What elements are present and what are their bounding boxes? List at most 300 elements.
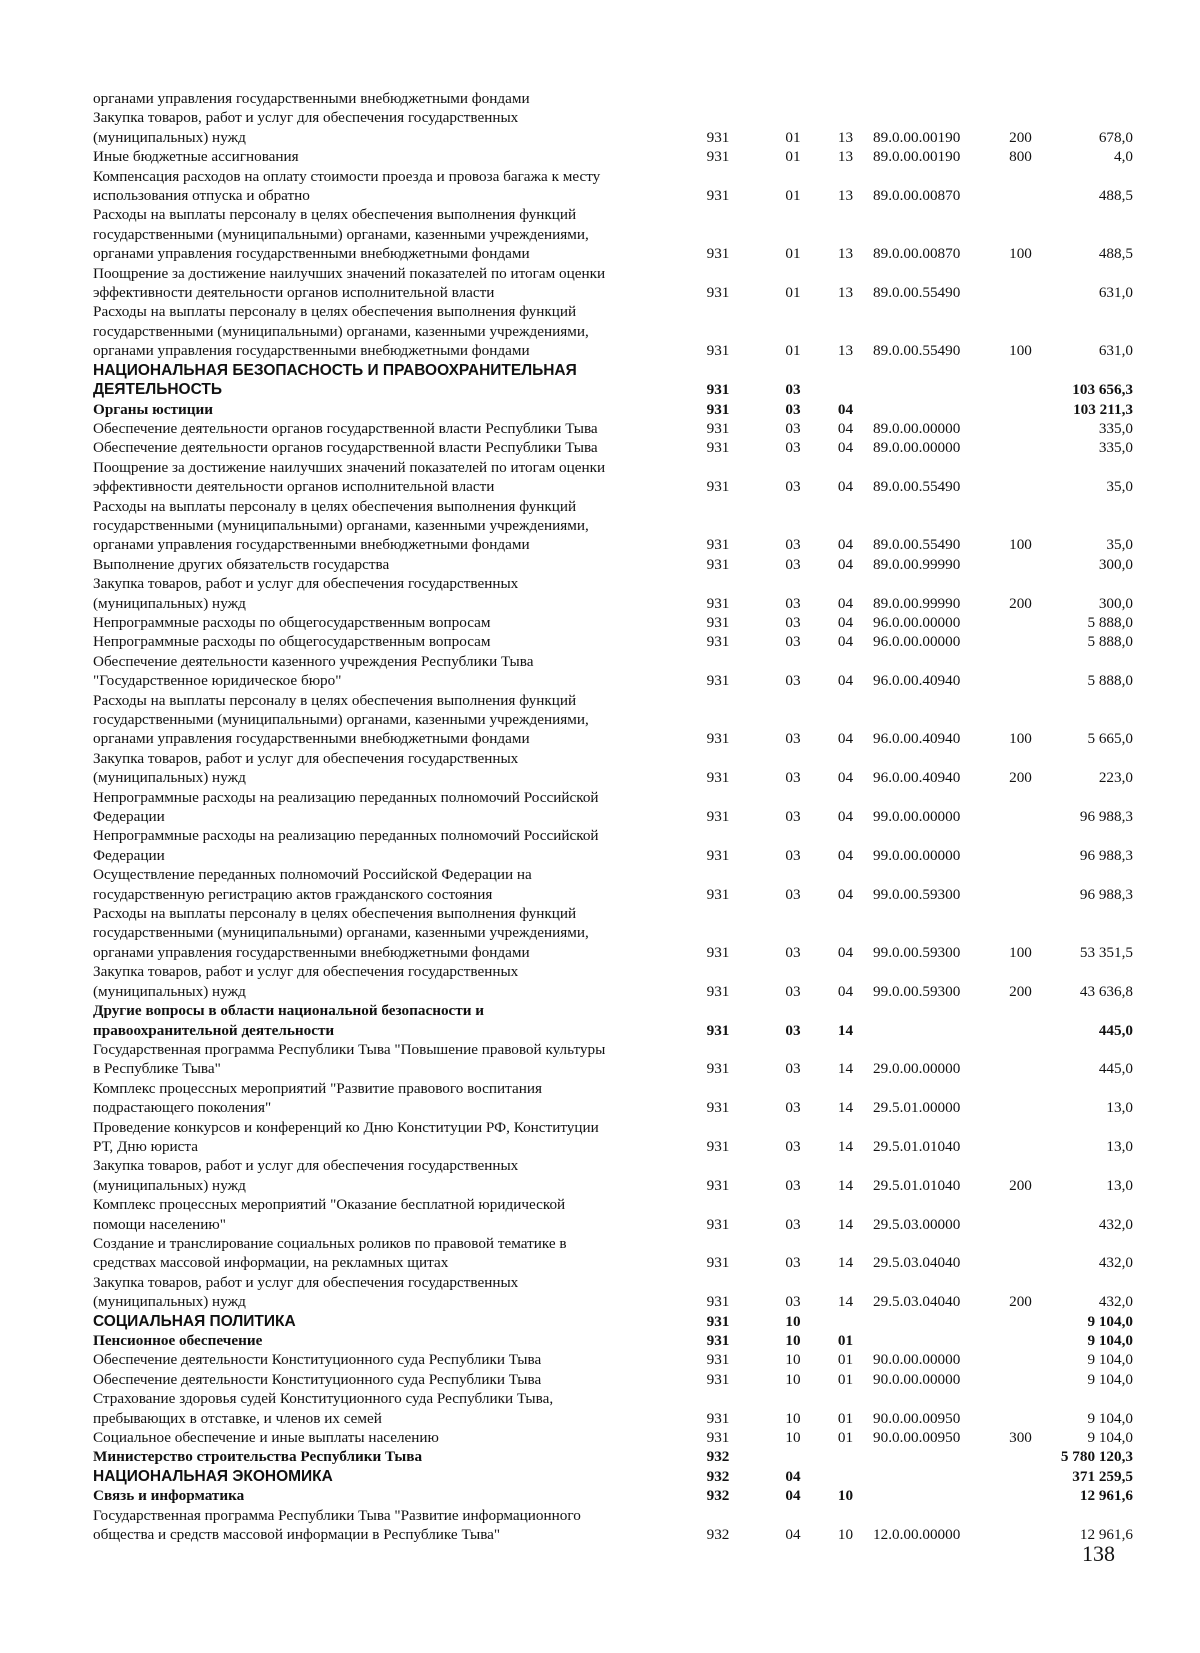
- row-expense-type: [993, 1467, 1048, 1486]
- table-row: [93, 613, 1133, 632]
- row-target-article: 89.0.00.55490: [873, 478, 961, 496]
- row-grbs-code: 931: [706, 536, 730, 554]
- row-expense-type: [993, 1389, 1048, 1428]
- row-section-code: 03: [785, 808, 801, 826]
- row-section-code: 03: [785, 943, 801, 961]
- row-grbs-code: 931: [706, 284, 730, 302]
- row-target-article: 89.0.00.55490: [873, 342, 961, 360]
- row-expense-type: [993, 788, 1048, 827]
- row-subsection-code: 04: [837, 400, 854, 418]
- page-number: 138: [1082, 1541, 1115, 1566]
- row-grbs-code: 931: [706, 1293, 730, 1311]
- row-amount: 5 780 120,3: [1060, 1448, 1133, 1466]
- table-row: [93, 1350, 1133, 1369]
- row-grbs-code: 931: [706, 613, 730, 631]
- row-grbs-code: 931: [706, 1099, 730, 1117]
- row-expense-type: [993, 555, 1048, 574]
- table-row: [93, 1195, 1133, 1234]
- row-name: Министерство строительства Республики Тыва: [93, 1448, 423, 1466]
- row-subsection-code: 04: [837, 439, 854, 457]
- row-target-article: 89.0.00.55490: [873, 536, 961, 554]
- row-target-article: 96.0.00.40940: [873, 672, 961, 690]
- row-target-article: [873, 1001, 993, 1040]
- row-section-code: [768, 89, 818, 108]
- row-expense-type: [993, 865, 1048, 904]
- row-amount: 371 259,5: [1072, 1467, 1133, 1485]
- row-section-code: 03: [785, 846, 801, 864]
- row-grbs-code: 931: [706, 478, 730, 496]
- row-name: Поощрение за достижение наилучших значений показателей по итогам оценки эффективности деятельности органов исполнительной власти: [93, 458, 606, 496]
- row-expense-type: [993, 264, 1048, 303]
- table-row: [93, 497, 1133, 555]
- row-grbs-code: 931: [706, 730, 730, 748]
- row-section-code: 10: [785, 1429, 801, 1447]
- row-name: Обеспечение деятельности Конституционного суда Республики Тыва: [93, 1351, 542, 1369]
- row-subsection-code: 04: [837, 633, 854, 651]
- table-row: [93, 962, 1133, 1001]
- row-expense-type: [993, 613, 1048, 632]
- row-section-code: 03: [785, 1176, 801, 1194]
- row-expense-type: [993, 419, 1048, 438]
- row-subsection-code: 14: [837, 1176, 854, 1194]
- row-name: НАЦИОНАЛЬНАЯ БЕЗОПАСНОСТЬ И ПРАВООХРАНИТЕЛЬНАЯ ДЕЯТЕЛЬНОСТЬ: [93, 361, 577, 399]
- row-target-article: 29.5.01.01040: [873, 1176, 961, 1194]
- row-name: Непрограммные расходы на реализацию переданных полномочий Российской Федерации: [93, 788, 599, 826]
- row-grbs-code: 931: [706, 1429, 730, 1447]
- table-row: [93, 574, 1133, 613]
- row-name: Создание и транслирование социальных роликов по правовой тематике в средствах массовой информации, на рекламных щитах: [93, 1234, 567, 1272]
- table-row: [93, 788, 1133, 827]
- row-grbs-code: 931: [706, 1332, 730, 1349]
- row-grbs-code: 932: [706, 1487, 730, 1505]
- row-target-article: [873, 1467, 993, 1486]
- row-subsection-code: 04: [837, 594, 854, 612]
- row-name: Поощрение за достижение наилучших значений показателей по итогам оценки эффективности деятельности органов исполнительной власти: [93, 264, 606, 302]
- row-subsection-code: 14: [837, 1293, 854, 1311]
- table-row: [93, 1370, 1133, 1389]
- row-grbs-code: 931: [706, 982, 730, 1000]
- row-target-article: 89.0.00.00000: [873, 439, 961, 457]
- row-grbs-code: 931: [706, 1312, 730, 1330]
- row-expense-type: [993, 1370, 1048, 1389]
- row-name: Непрограммные расходы на реализацию переданных полномочий Российской Федерации: [93, 827, 599, 864]
- row-expense-type: [993, 652, 1048, 691]
- row-section-code: 03: [785, 633, 801, 651]
- row-grbs-code: 931: [706, 1137, 730, 1155]
- row-section-code: 04: [785, 1526, 801, 1544]
- row-expense-type: [993, 1118, 1048, 1157]
- row-expense-type: 100: [1009, 943, 1032, 961]
- row-target-article: 89.0.00.00190: [873, 148, 961, 166]
- row-amount: [1048, 89, 1133, 108]
- row-target-article: 89.0.00.00870: [873, 187, 961, 205]
- row-amount: 9 104,0: [1087, 1332, 1133, 1349]
- table-row: [93, 1331, 1133, 1350]
- row-target-article: [873, 361, 993, 400]
- row-subsection-code: 01: [837, 1429, 854, 1447]
- row-expense-type: [993, 400, 1048, 419]
- table-row: [93, 1389, 1133, 1428]
- row-expense-type: [993, 1350, 1048, 1369]
- row-amount: 96 988,3: [1079, 808, 1133, 826]
- row-target-article: [873, 89, 993, 108]
- row-target-article: 96.0.00.00000: [873, 613, 961, 631]
- row-section-code: 03: [785, 1099, 801, 1117]
- row-grbs-code: 931: [706, 1409, 730, 1427]
- row-grbs-code: 931: [706, 1215, 730, 1233]
- table-row: [93, 1312, 1133, 1331]
- row-section-code: 01: [785, 245, 801, 263]
- row-target-article: 29.5.03.04040: [873, 1293, 961, 1311]
- row-expense-type: [993, 167, 1048, 206]
- row-expense-type: [993, 1079, 1048, 1118]
- row-target-article: 89.0.00.55490: [873, 284, 961, 302]
- row-name: Закупка товаров, работ и услуг для обеспечения государственных (муниципальных) нужд: [93, 963, 519, 1000]
- row-target-article: [873, 1331, 993, 1350]
- row-amount: 488,5: [1098, 245, 1133, 263]
- row-name: Проведение конкурсов и конференций ко Дню Конституции РФ, Конституции РТ, Дню юриста: [93, 1118, 599, 1155]
- row-grbs-code: 931: [706, 439, 730, 457]
- row-section-code: 01: [785, 284, 801, 302]
- row-grbs-code: 931: [706, 808, 730, 826]
- row-target-article: 29.0.00.00000: [873, 1060, 961, 1078]
- row-section-code: 03: [785, 672, 801, 690]
- row-grbs-code: 931: [706, 672, 730, 690]
- row-subsection-code: 01: [837, 1332, 854, 1349]
- row-subsection-code: [818, 1312, 873, 1331]
- row-name: Обеспечение деятельности казенного учреждения Республики Тыва "Государственное юридическое бюро": [93, 652, 534, 690]
- row-section-code: 03: [785, 613, 801, 631]
- table-row: [93, 691, 1133, 749]
- table-row: [93, 1506, 1133, 1545]
- row-subsection-code: [818, 1447, 873, 1466]
- row-amount: 300,0: [1098, 594, 1133, 612]
- row-grbs-code: 932: [706, 1448, 730, 1466]
- row-amount: 9 104,0: [1087, 1429, 1133, 1447]
- row-section-code: 04: [785, 1487, 801, 1505]
- row-expense-type: [993, 1040, 1048, 1079]
- row-grbs-code: 931: [706, 187, 730, 205]
- row-amount: 43 636,8: [1079, 982, 1133, 1000]
- row-amount: 53 351,5: [1079, 943, 1133, 961]
- row-expense-type: [993, 1506, 1048, 1545]
- table-row: [93, 1118, 1133, 1157]
- table-row: [93, 89, 1133, 108]
- row-section-code: 03: [785, 1137, 801, 1155]
- row-amount: 300,0: [1098, 555, 1133, 573]
- row-subsection-code: 04: [837, 808, 854, 826]
- row-name: Закупка товаров, работ и услуг для обеспечения государственных (муниципальных) нужд: [93, 1157, 519, 1194]
- row-expense-type: 100: [1009, 730, 1032, 748]
- row-name: Непрограммные расходы по общегосударственным вопросам: [93, 613, 491, 631]
- row-section-code: 03: [785, 594, 801, 612]
- row-expense-type: 200: [1009, 769, 1032, 787]
- row-target-article: 99.0.00.59300: [873, 943, 961, 961]
- row-grbs-code: 931: [706, 1351, 730, 1369]
- row-name: Компенсация расходов на оплату стоимости проезда и провоза багажа к месту использования отпуска и обратно: [93, 167, 601, 205]
- row-target-article: [873, 1312, 993, 1331]
- table-row: [93, 167, 1133, 206]
- table-row: [93, 1428, 1133, 1447]
- table-row: [93, 555, 1133, 574]
- row-name: Закупка товаров, работ и услуг для обеспечения государственных (муниципальных) нужд: [93, 575, 519, 612]
- row-target-article: 89.0.00.00000: [873, 419, 961, 437]
- row-grbs-code: 931: [706, 885, 730, 903]
- row-amount: 432,0: [1098, 1254, 1133, 1272]
- table-row: [93, 1467, 1133, 1486]
- row-grbs-code: 931: [706, 419, 730, 437]
- row-expense-type: [993, 1312, 1048, 1331]
- row-name: Другие вопросы в области национальной безопасности и правоохранительной деятельности: [93, 1002, 485, 1039]
- row-subsection-code: 13: [837, 342, 854, 360]
- row-amount: 445,0: [1098, 1060, 1133, 1078]
- row-name: Расходы на выплаты персоналу в целях обеспечения выполнения функций государственными (муниципальными) органами, казенными учреждениями, органами управления государственными внебюджетными фондами: [93, 691, 589, 748]
- row-amount: 12 961,6: [1079, 1487, 1133, 1505]
- row-grbs-code: 931: [706, 1176, 730, 1194]
- row-section-code: 03: [785, 982, 801, 1000]
- row-subsection-code: 10: [837, 1487, 854, 1505]
- row-amount: 488,5: [1098, 187, 1133, 205]
- table-row: [93, 865, 1133, 904]
- row-expense-type: 200: [1009, 594, 1032, 612]
- table-row: [93, 264, 1133, 303]
- row-section-code: 03: [785, 1215, 801, 1233]
- row-expense-type: [993, 1195, 1048, 1234]
- row-name: Государственная программа Республики Тыва "Развитие информационного общества и средств массовой информации в Республике Тыва": [93, 1506, 581, 1544]
- row-subsection-code: 04: [837, 536, 854, 554]
- row-grbs-code: 931: [706, 148, 730, 166]
- table-row: [93, 904, 1133, 962]
- row-section-code: 03: [785, 419, 801, 437]
- row-subsection-code: 13: [837, 187, 854, 205]
- row-subsection-code: 14: [837, 1060, 854, 1078]
- row-target-article: 29.5.03.00000: [873, 1215, 961, 1233]
- row-amount: 9 104,0: [1087, 1312, 1133, 1330]
- row-subsection-code: 13: [837, 128, 854, 146]
- row-subsection-code: 04: [837, 846, 854, 864]
- row-subsection-code: 10: [837, 1526, 854, 1544]
- row-amount: 12 961,6: [1079, 1526, 1133, 1544]
- row-amount: 5 888,0: [1087, 633, 1133, 651]
- row-section-code: 03: [785, 769, 801, 787]
- row-name: Выполнение других обязательств государства: [93, 555, 390, 573]
- row-target-article: 90.0.00.00950: [873, 1409, 961, 1427]
- row-expense-type: 100: [1009, 342, 1032, 360]
- row-section-code: 10: [785, 1370, 801, 1388]
- row-target-article: [873, 400, 993, 419]
- row-section-code: 10: [785, 1409, 801, 1427]
- table-row: [93, 438, 1133, 457]
- row-subsection-code: 04: [837, 769, 854, 787]
- row-target-article: 90.0.00.00000: [873, 1370, 961, 1388]
- row-amount: 4,0: [1114, 148, 1133, 166]
- row-subsection-code: 01: [837, 1351, 854, 1369]
- row-subsection-code: [818, 361, 873, 400]
- row-grbs-code: 931: [706, 594, 730, 612]
- row-target-article: 89.0.00.00870: [873, 245, 961, 263]
- row-grbs-code: 932: [706, 1467, 730, 1485]
- row-target-article: 99.0.00.59300: [873, 885, 961, 903]
- row-name: органами управления государственными внебюджетными фондами: [93, 90, 530, 107]
- row-name: Иные бюджетные ассигнования: [93, 148, 299, 166]
- row-subsection-code: 04: [837, 885, 854, 903]
- row-name: Обеспечение деятельности органов государственной власти Республики Тыва: [93, 419, 598, 437]
- row-subsection-code: 04: [837, 478, 854, 496]
- row-section-code: 03: [785, 1060, 801, 1078]
- row-amount: 5 888,0: [1087, 672, 1133, 690]
- row-grbs-code: 931: [706, 769, 730, 787]
- table-row: [93, 419, 1133, 438]
- row-subsection-code: 14: [837, 1137, 854, 1155]
- row-section-code: 03: [785, 400, 801, 418]
- row-name: Комплекс процессных мероприятий "Оказание бесплатной юридической помощи населению": [93, 1196, 566, 1233]
- row-section-code: 03: [785, 1021, 801, 1039]
- row-amount: 96 988,3: [1079, 846, 1133, 864]
- table-row: [93, 1273, 1133, 1312]
- row-grbs-code: 931: [706, 1254, 730, 1272]
- row-amount: 13,0: [1106, 1099, 1133, 1117]
- row-expense-type: [993, 826, 1048, 865]
- row-target-article: 29.5.01.00000: [873, 1099, 961, 1117]
- row-expense-type: [993, 1486, 1048, 1505]
- row-expense-type: [993, 361, 1048, 400]
- row-grbs-code: 932: [706, 1526, 730, 1544]
- row-expense-type: [993, 1234, 1048, 1273]
- budget-table: [93, 89, 1133, 1544]
- row-amount: 9 104,0: [1087, 1370, 1133, 1388]
- table-row: [93, 1156, 1133, 1195]
- row-subsection-code: 04: [837, 672, 854, 690]
- row-target-article: 89.0.00.00190: [873, 128, 961, 146]
- row-subsection-code: 01: [837, 1370, 854, 1388]
- table-row: [93, 1234, 1133, 1273]
- row-expense-type: [993, 438, 1048, 457]
- row-target-article: 96.0.00.40940: [873, 730, 961, 748]
- row-section-code: 03: [785, 439, 801, 457]
- row-subsection-code: 01: [837, 1409, 854, 1427]
- row-amount: 9 104,0: [1087, 1409, 1133, 1427]
- row-amount: 432,0: [1098, 1293, 1133, 1311]
- row-name: Расходы на выплаты персоналу в целях обеспечения выполнения функций государственными (муниципальными) органами, казенными учреждениями, органами управления государственными внебюджетными фондами: [93, 497, 589, 554]
- table-row: [93, 205, 1133, 263]
- row-section-code: 10: [785, 1312, 801, 1330]
- table-row: [93, 652, 1133, 691]
- budget-document: [93, 89, 1133, 1544]
- table-row: [93, 302, 1133, 360]
- row-name: Расходы на выплаты персоналу в целях обеспечения выполнения функций государственными (муниципальными) органами, казенными учреждениями, органами управления государственными внебюджетными фондами: [93, 905, 589, 961]
- row-grbs-code: 931: [706, 381, 730, 399]
- row-target-article: 99.0.00.00000: [873, 846, 961, 864]
- row-name: Осуществление переданных полномочий Российской Федерации на государственную регистрацию актов гражданского состояния: [93, 866, 532, 903]
- row-subsection-code: 04: [837, 555, 854, 573]
- row-target-article: 12.0.00.00000: [873, 1526, 961, 1544]
- row-name: Органы юстиции: [93, 400, 213, 418]
- row-name: Социальное обеспечение и иные выплаты населению: [93, 1429, 439, 1447]
- row-target-article: 90.0.00.00950: [873, 1429, 961, 1447]
- row-amount: 35,0: [1106, 536, 1133, 554]
- row-name: Закупка товаров, работ и услуг для обеспечения государственных (муниципальных) нужд: [93, 749, 519, 787]
- row-expense-type: 100: [1009, 245, 1032, 263]
- row-expense-type: 800: [1009, 148, 1032, 166]
- row-amount: 631,0: [1098, 284, 1133, 302]
- row-grbs-code: 931: [706, 342, 730, 360]
- row-section-code: 03: [785, 381, 801, 399]
- row-grbs-code: 931: [706, 400, 730, 418]
- row-section-code: 10: [785, 1351, 801, 1369]
- row-amount: 5 888,0: [1087, 613, 1133, 631]
- row-amount: 35,0: [1106, 478, 1133, 496]
- row-name: Обеспечение деятельности органов государственной власти Республики Тыва: [93, 439, 598, 457]
- row-name: Расходы на выплаты персоналу в целях обеспечения выполнения функций государственными (муниципальными) органами, казенными учреждениями, органами управления государственными внебюджетными фондами: [93, 303, 589, 360]
- row-amount: 96 988,3: [1079, 885, 1133, 903]
- table-row: [93, 361, 1133, 400]
- row-section-code: 01: [785, 187, 801, 205]
- row-target-article: [873, 1486, 993, 1505]
- row-amount: 13,0: [1106, 1176, 1133, 1194]
- row-expense-type: 100: [1009, 536, 1032, 554]
- row-subsection-code: 14: [837, 1215, 854, 1233]
- row-amount: 335,0: [1098, 439, 1133, 457]
- row-expense-type: [993, 1447, 1048, 1466]
- budget-table-body: [93, 89, 1133, 1544]
- table-row: [93, 108, 1133, 147]
- row-grbs-code: 931: [706, 1060, 730, 1078]
- table-row: [93, 749, 1133, 788]
- row-section-code: 01: [785, 148, 801, 166]
- row-section-code: 03: [785, 555, 801, 573]
- row-subsection-code: [818, 1467, 873, 1486]
- table-row: [93, 400, 1133, 419]
- table-row: [93, 1447, 1133, 1466]
- row-section-code: 03: [785, 536, 801, 554]
- row-section-code: 03: [785, 730, 801, 748]
- row-name: НАЦИОНАЛЬНАЯ ЭКОНОМИКА: [93, 1467, 333, 1485]
- row-subsection-code: 04: [837, 730, 854, 748]
- row-target-article: 96.0.00.40940: [873, 769, 961, 787]
- table-row: [93, 458, 1133, 497]
- row-amount: 5 665,0: [1087, 730, 1133, 748]
- row-subsection-code: 04: [837, 943, 854, 961]
- row-amount: 335,0: [1098, 419, 1133, 437]
- row-subsection-code: 14: [837, 1254, 854, 1272]
- row-section-code: 04: [785, 1467, 801, 1485]
- row-name: Страхование здоровья судей Конституционного суда Республики Тыва, пребывающих в отставке, и членов их семей: [93, 1390, 554, 1427]
- row-amount: 445,0: [1098, 1021, 1133, 1039]
- row-target-article: 29.5.01.01040: [873, 1137, 961, 1155]
- row-expense-type: [993, 1001, 1048, 1040]
- row-name: Государственная программа Республики Тыва "Повышение правовой культуры в Республике Тыва": [93, 1040, 606, 1078]
- row-grbs-code: 931: [706, 633, 730, 651]
- row-name: Комплекс процессных мероприятий "Развитие правового воспитания подрастающего поколения": [93, 1079, 542, 1117]
- row-grbs-code: 931: [706, 1021, 730, 1039]
- row-section-code: [768, 1447, 818, 1466]
- row-subsection-code: 14: [837, 1021, 854, 1039]
- row-target-article: 89.0.00.99990: [873, 555, 961, 573]
- row-subsection-code: [818, 89, 873, 108]
- row-amount: 9 104,0: [1087, 1351, 1133, 1369]
- table-row: [93, 1486, 1133, 1505]
- row-target-article: 99.0.00.59300: [873, 982, 961, 1000]
- row-section-code: 01: [785, 128, 801, 146]
- row-name: Закупка товаров, работ и услуг для обеспечения государственных (муниципальных) нужд: [93, 109, 519, 146]
- row-target-article: 90.0.00.00000: [873, 1351, 961, 1369]
- row-grbs-code: 931: [706, 128, 730, 146]
- row-expense-type: 200: [1009, 1176, 1032, 1194]
- table-row: [93, 1001, 1133, 1040]
- row-name: Обеспечение деятельности Конституционного суда Республики Тыва: [93, 1370, 542, 1388]
- row-expense-type: 200: [1009, 1293, 1032, 1311]
- table-row: [93, 147, 1133, 166]
